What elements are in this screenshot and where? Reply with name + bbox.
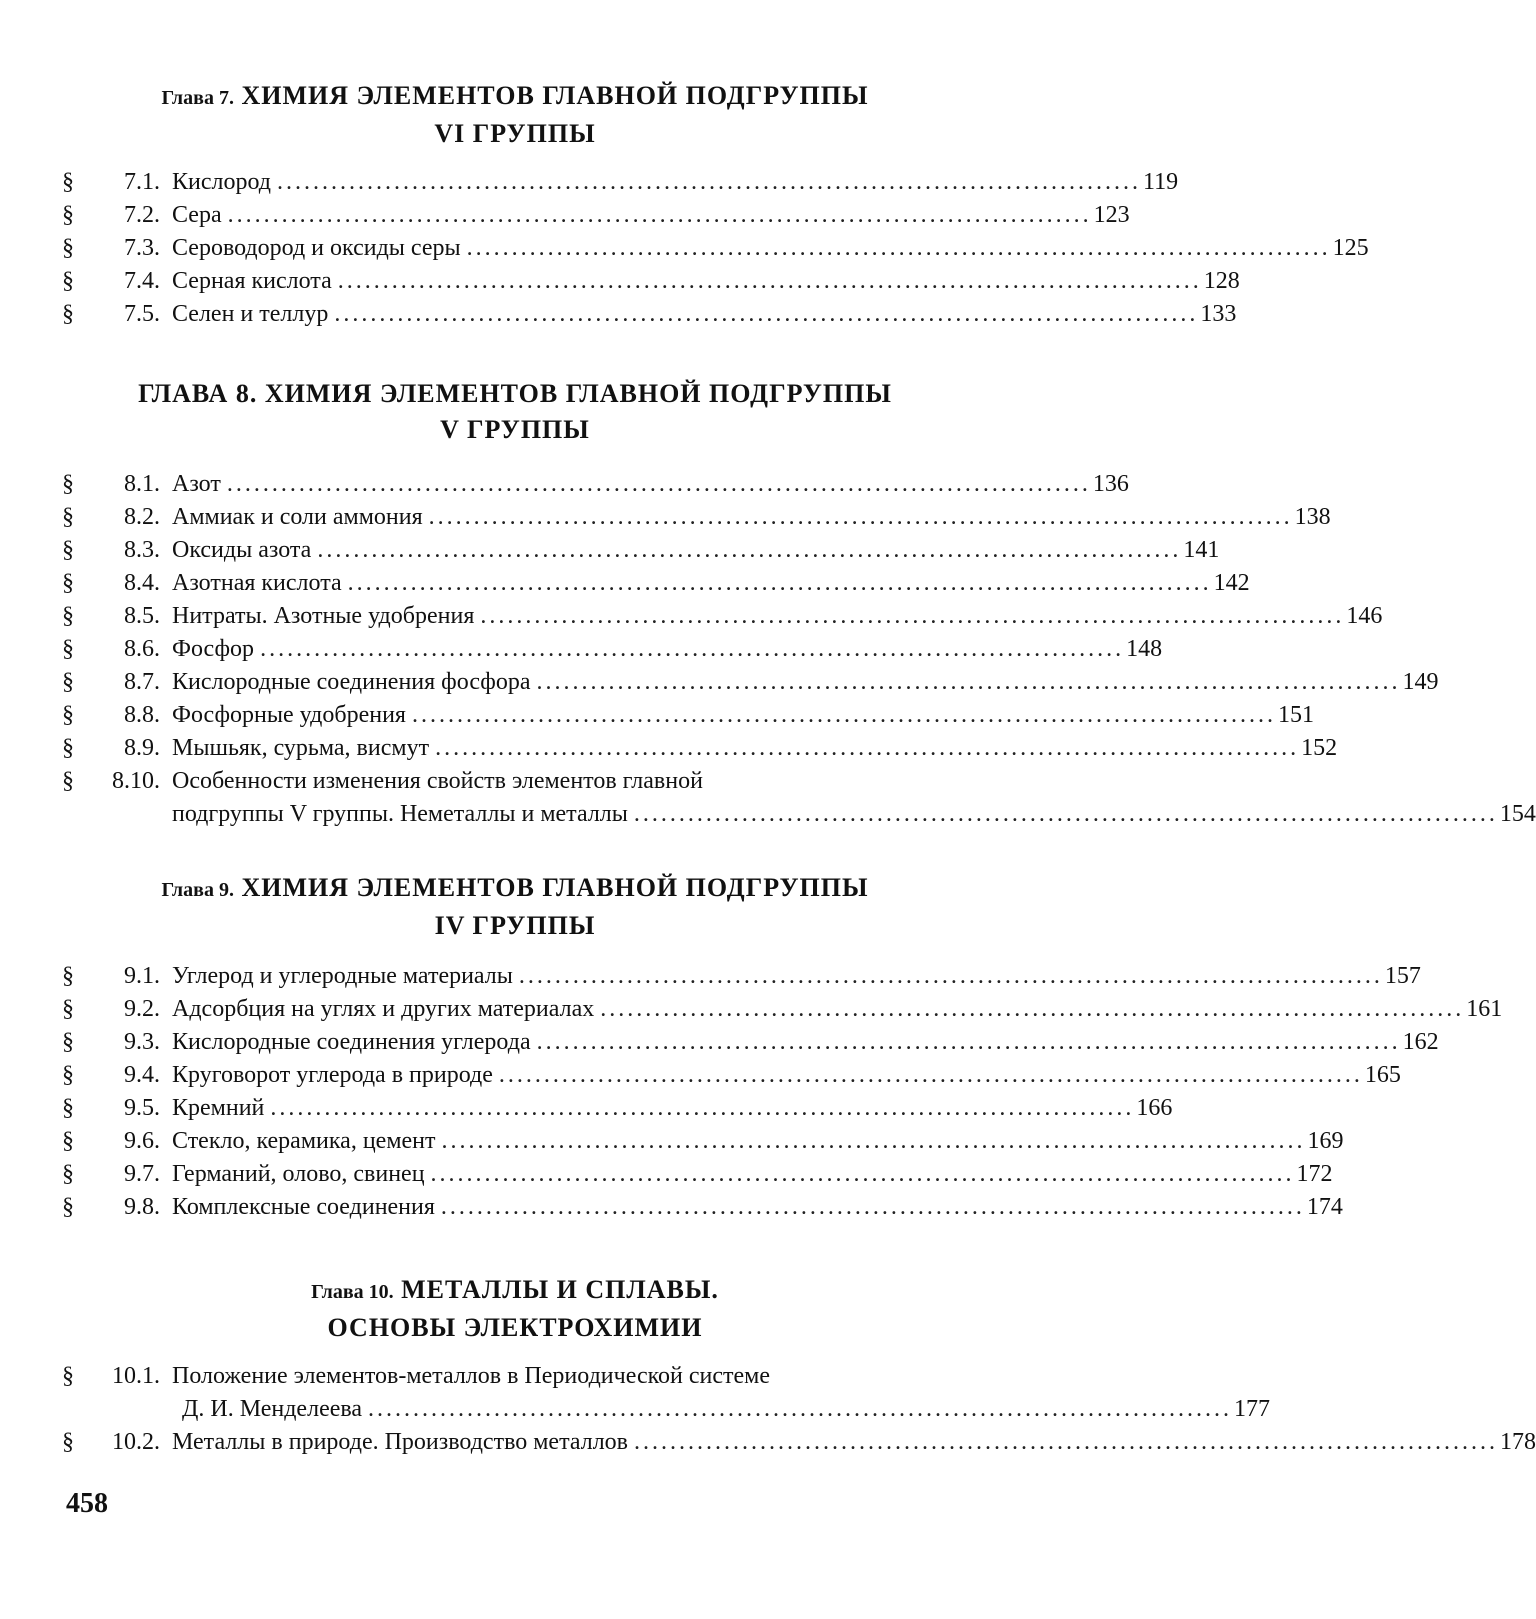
- dot-leader: ................................................................................................: [270, 1095, 1135, 1121]
- toc-entry[interactable]: [62, 633, 1163, 666]
- section-page: 142: [1213, 570, 1250, 596]
- section-title-line1: Особенности изменения свойств элементов главной: [172, 768, 703, 794]
- chapter-title-line1: ХИМИЯ ЭЛЕМЕНТОВ ГЛАВНОЙ ПОДГРУППЫ: [264, 379, 892, 408]
- dot-leader: ................................................................................................: [411, 702, 1276, 728]
- dot-leader: ................................................................................................: [226, 471, 1091, 497]
- chapter-title-line1: ХИМИЯ ЭЛЕМЕНТОВ ГЛАВНОЙ ПОДГРУППЫ: [241, 873, 869, 902]
- chapter-heading: [90, 1272, 940, 1346]
- section-list: [62, 468, 1536, 831]
- section-number: 8.4.: [124, 570, 160, 596]
- section-title: Серная кислота: [172, 268, 332, 294]
- dot-leader: ................................................................................................: [334, 301, 1199, 327]
- toc-entry[interactable]: [62, 265, 1240, 298]
- section-number: 8.2.: [124, 504, 160, 530]
- dot-leader: ................................................................................................: [317, 537, 1182, 563]
- chapter-title-line2: VI ГРУППЫ: [434, 119, 596, 148]
- section-number: 8.5.: [124, 603, 160, 629]
- section-sign: §: [62, 537, 74, 563]
- section-title: Фосфорные удобрения: [172, 702, 406, 728]
- toc-entry[interactable]: [62, 166, 1179, 199]
- section-sign: §: [62, 1095, 74, 1121]
- section-sign: §: [62, 169, 74, 195]
- section-title: Адсорбция на углях и других материалах: [172, 996, 595, 1022]
- dot-leader: ................................................................................................: [435, 735, 1300, 761]
- section-page: 133: [1200, 301, 1237, 327]
- section-title: Сера: [172, 202, 222, 228]
- toc-entry[interactable]: [62, 1125, 1344, 1158]
- section-sign: §: [62, 235, 74, 261]
- chapter-prefix: ГЛАВА 8.: [138, 379, 258, 408]
- section-sign: §: [62, 1194, 74, 1220]
- toc-entry[interactable]: [62, 666, 1439, 699]
- section-number: 9.6.: [124, 1128, 160, 1154]
- toc-entry[interactable]: [62, 199, 1130, 232]
- section-sign: §: [62, 603, 74, 629]
- section-number: 10.2.: [112, 1429, 160, 1455]
- toc-entry[interactable]: [62, 534, 1220, 567]
- dot-leader: ................................................................................................: [277, 169, 1141, 195]
- section-title: Азот: [172, 471, 221, 497]
- toc-entry[interactable]: [62, 1191, 1343, 1224]
- section-page: 138: [1294, 504, 1331, 530]
- chapter-heading: [90, 376, 940, 448]
- toc-entry[interactable]: [62, 600, 1383, 633]
- section-number: 9.5.: [124, 1095, 160, 1121]
- section-title: Фосфор: [172, 636, 255, 662]
- toc-entry[interactable]: [62, 1026, 1439, 1059]
- dot-leader: ................................................................................................: [347, 570, 1212, 596]
- section-number: 9.8.: [124, 1194, 160, 1220]
- section-list: [62, 166, 1369, 331]
- toc-entry[interactable]: [62, 232, 1369, 265]
- toc-entry[interactable]: [62, 765, 1536, 831]
- section-page: 148: [1126, 636, 1163, 662]
- section-number: 8.8.: [124, 702, 160, 728]
- section-page: 141: [1183, 537, 1220, 563]
- section-title: Углерод и углеродные материалы: [172, 963, 513, 989]
- section-sign: §: [62, 1029, 74, 1055]
- section-sign: §: [62, 702, 74, 728]
- section-number: 8.3.: [124, 537, 160, 563]
- section-sign: §: [62, 1363, 74, 1389]
- section-title: Кислородные соединения углерода: [172, 1029, 531, 1055]
- dot-leader: ................................................................................................: [430, 1161, 1295, 1187]
- section-title: Круговорот углерода в природе: [172, 1062, 493, 1088]
- section-number: 8.10.: [112, 768, 160, 794]
- toc-entry[interactable]: [62, 298, 1237, 331]
- dot-leader: ................................................................................................: [480, 603, 1345, 629]
- section-sign: §: [62, 1128, 74, 1154]
- section-sign: §: [62, 768, 74, 794]
- section-list: [62, 1360, 1536, 1459]
- section-number: 9.2.: [124, 996, 160, 1022]
- dot-leader: ................................................................................................: [498, 1062, 1363, 1088]
- section-number: 8.9.: [124, 735, 160, 761]
- dot-leader: ................................................................................................: [440, 1194, 1305, 1220]
- section-number: 8.6.: [124, 636, 160, 662]
- page-number: 458: [66, 1488, 108, 1519]
- section-title: Сероводород и оксиды серы: [172, 235, 461, 261]
- section-sign: §: [62, 1161, 74, 1187]
- section-title: Азотная кислота: [172, 570, 342, 596]
- dot-leader: ................................................................................................: [536, 1029, 1401, 1055]
- toc-entry[interactable]: [62, 699, 1314, 732]
- section-page: 178: [1500, 1429, 1536, 1455]
- section-number: 8.1.: [124, 471, 160, 497]
- section-page: 154: [1499, 801, 1536, 827]
- toc-entry[interactable]: [62, 1158, 1333, 1191]
- section-number: 9.4.: [124, 1062, 160, 1088]
- section-sign: §: [62, 202, 74, 228]
- section-title: Кислород: [172, 169, 271, 195]
- section-page: 157: [1384, 963, 1421, 989]
- section-page: 125: [1332, 235, 1369, 261]
- dot-leader: ................................................................................................: [337, 268, 1202, 294]
- section-page: 149: [1402, 669, 1439, 695]
- dot-leader: ................................................................................................: [260, 636, 1125, 662]
- toc-entry[interactable]: [62, 1059, 1401, 1092]
- toc-entry[interactable]: [62, 567, 1250, 600]
- chapter-title-line1: ХИМИЯ ЭЛЕМЕНТОВ ГЛАВНОЙ ПОДГРУППЫ: [241, 81, 869, 110]
- section-title: Металлы в природе. Производство металлов: [172, 1429, 629, 1455]
- chapter-heading: [90, 870, 940, 944]
- section-page: 162: [1402, 1029, 1439, 1055]
- section-title: Оксиды азота: [172, 537, 312, 563]
- dot-leader: ................................................................................................: [466, 235, 1331, 261]
- section-page: 119: [1143, 169, 1179, 195]
- chapter-prefix: Глава 10.: [311, 1281, 394, 1303]
- section-title-line2: подгруппы V группы. Неметаллы и металлы: [172, 801, 628, 827]
- dot-leader: ................................................................................................: [368, 1396, 1233, 1422]
- section-sign: §: [62, 471, 74, 497]
- section-list: [62, 960, 1503, 1224]
- section-sign: §: [62, 504, 74, 530]
- section-title: Нитраты. Азотные удобрения: [172, 603, 475, 629]
- toc-entry[interactable]: [62, 1426, 1536, 1459]
- chapter-prefix: Глава 9.: [161, 879, 234, 901]
- dot-leader: ................................................................................................: [536, 669, 1401, 695]
- section-title: Аммиак и соли аммония: [172, 504, 423, 530]
- section-number: 7.2.: [124, 202, 160, 228]
- section-number: 9.7.: [124, 1161, 160, 1187]
- toc-entry[interactable]: [62, 1360, 1271, 1426]
- section-sign: §: [62, 735, 74, 761]
- chapter-prefix: Глава 7.: [161, 87, 234, 109]
- section-page: 174: [1306, 1194, 1343, 1220]
- section-page: 151: [1277, 702, 1314, 728]
- section-sign: §: [62, 268, 74, 294]
- section-sign: §: [62, 1062, 74, 1088]
- chapter-heading: [90, 78, 940, 152]
- dot-leader: ................................................................................................: [428, 504, 1293, 530]
- section-title-line1: Положение элементов-металлов в Периодической системе: [172, 1363, 771, 1389]
- toc-entry[interactable]: [62, 960, 1421, 993]
- section-page: 136: [1092, 471, 1129, 497]
- section-title: Комплексные соединения: [172, 1194, 435, 1220]
- dot-leader: ................................................................................................: [600, 996, 1465, 1022]
- section-page: 161: [1466, 996, 1503, 1022]
- section-page: 177: [1234, 1396, 1271, 1422]
- toc-entry[interactable]: [62, 1092, 1173, 1125]
- section-page: 166: [1136, 1095, 1173, 1121]
- dot-leader: ................................................................................................: [518, 963, 1383, 989]
- toc-entry[interactable]: [62, 732, 1338, 765]
- section-page: 172: [1296, 1161, 1333, 1187]
- section-title: Стекло, керамика, цемент: [172, 1128, 436, 1154]
- toc-entry[interactable]: [62, 501, 1331, 534]
- section-title: Мышьяк, сурьма, висмут: [172, 735, 430, 761]
- section-title: Кремний: [172, 1095, 265, 1121]
- toc-entry[interactable]: [62, 993, 1503, 1026]
- dot-leader: ................................................................................................: [227, 202, 1092, 228]
- section-title: Кислородные соединения фосфора: [172, 669, 531, 695]
- section-title-line2: Д. И. Менделеева: [182, 1396, 363, 1422]
- section-number: 9.1.: [124, 963, 160, 989]
- section-page: 152: [1301, 735, 1338, 761]
- section-number: 7.1.: [124, 169, 160, 195]
- section-number: 7.4.: [124, 268, 160, 294]
- section-number: 7.3.: [124, 235, 160, 261]
- section-sign: §: [62, 963, 74, 989]
- chapter-title-line2: ОСНОВЫ ЭЛЕКТРОХИМИИ: [327, 1313, 703, 1342]
- toc-entry[interactable]: [62, 468, 1129, 501]
- section-title: Селен и теллур: [172, 301, 329, 327]
- dot-leader: ................................................................................................: [634, 1429, 1499, 1455]
- section-sign: §: [62, 301, 74, 327]
- section-page: 146: [1346, 603, 1383, 629]
- section-page: 123: [1093, 202, 1130, 228]
- section-number: 8.7.: [124, 669, 160, 695]
- section-sign: §: [62, 570, 74, 596]
- section-sign: §: [62, 636, 74, 662]
- dot-leader: ................................................................................................: [633, 801, 1498, 827]
- section-sign: §: [62, 1429, 74, 1455]
- section-page: 128: [1203, 268, 1240, 294]
- chapter-title-line2: IV ГРУППЫ: [434, 911, 596, 940]
- chapter-title-line1: МЕТАЛЛЫ И СПЛАВЫ.: [401, 1275, 719, 1304]
- section-sign: §: [62, 669, 74, 695]
- section-number: 10.1.: [112, 1363, 160, 1389]
- dot-leader: ................................................................................................: [441, 1128, 1306, 1154]
- section-number: 7.5.: [124, 301, 160, 327]
- section-sign: §: [62, 996, 74, 1022]
- section-page: 165: [1364, 1062, 1401, 1088]
- section-page: 169: [1307, 1128, 1344, 1154]
- section-title: Германий, олово, свинец: [172, 1161, 425, 1187]
- section-number: 9.3.: [124, 1029, 160, 1055]
- chapter-title-line2: V ГРУППЫ: [440, 415, 590, 444]
